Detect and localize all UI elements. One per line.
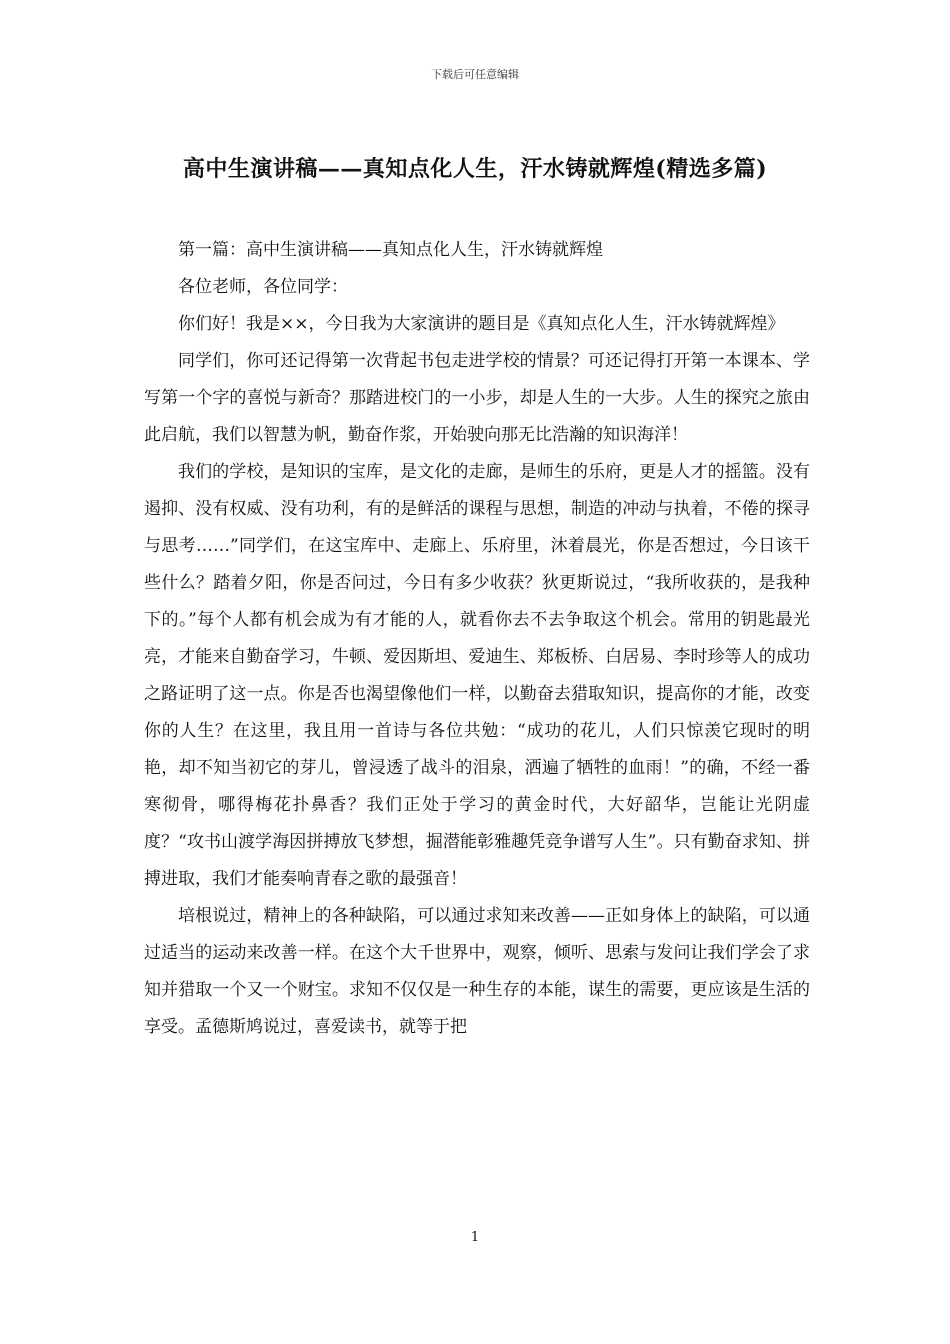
paragraph-body: 我们的学校，是知识的宝库，是文化的走廊，是师生的乐府，更是人才的摇篮。没有遏抑、没有权威、没有功利，有的是鲜活的课程与思想，制造的冲动与执着，不倦的探寻与思考……”同学们，在这宝库中、走廊上、乐府里，沐着晨光，你是否想过，今日该干些什么？踏着夕阳，你是否问过，今日有多少收获？狄更斯说过，“我所收获的，是我种下的。”每个人都有机会成为有才能的人，就看你去不去争取这个机会。常用的钥匙最光亮，才能来自勤奋学习，牛顿、爱因斯坦、爱迪生、郑板桥、白居易、李时珍等人的成功之路证明了这一点。你是否也渴望像他们一样，以勤奋去猎取知识，提高你的才能，改变你的人生？在这里，我且用一首诗与各位共勉：“成功的花儿，人们只惊羡它现时的明艳，却不知当初它的芽儿，曾浸透了战斗的泪泉，洒遍了牺牲的血雨！”的确，不经一番寒彻骨，哪得梅花扑鼻香？我们正处于学习的黄金时代，大好韶华，岂能让光阴虚度？“攻书山渡学海因拼搏放飞梦想，掘潜能彰雅趣凭竞争谱写人生”。只有勤奋求知、拼搏进取，我们才能奏响青春之歌的最强音！ [144, 462, 810, 889]
page-header-note: 下载后可任意编辑 [431, 68, 519, 81]
document-body [144, 232, 810, 1046]
paragraph-greeting: 你们好！我是××，今日我为大家演讲的题目是《真知点化人生，汗水铸就辉煌》 [178, 314, 785, 334]
paragraph-body: 培根说过，精神上的各种缺陷，可以通过求知来改善——正如身体上的缺陷，可以通过适当的运动来改善一样。在这个大千世界中，观察，倾听、思索与发问让我们学会了求知并猎取一个又一个财宝。求知不仅仅是一种生存的本能，谋生的需要，更应该是生活的享受。孟德斯鸠说过，喜爱读书，就等于把 [144, 906, 810, 1037]
paragraph-section-heading: 第一篇：高中生演讲稿——真知点化人生，汗水铸就辉煌 [178, 240, 603, 260]
page-number: 1 [470, 1230, 480, 1245]
document-title: 高中生演讲稿——真知点化人生，汗水铸就辉煌(精选多篇) [182, 156, 768, 182]
paragraph-salutation: 各位老师，各位同学： [178, 277, 348, 297]
paragraph-body: 同学们，你可还记得第一次背起书包走进学校的情景？可还记得打开第一本课本、学写第一个字的喜悦与新奇？那踏进校门的一小步，却是人生的一大步。人生的探究之旅由此启航，我们以智慧为帆，勤奋作浆，开始驶向那无比浩瀚的知识海洋！ [144, 351, 810, 445]
